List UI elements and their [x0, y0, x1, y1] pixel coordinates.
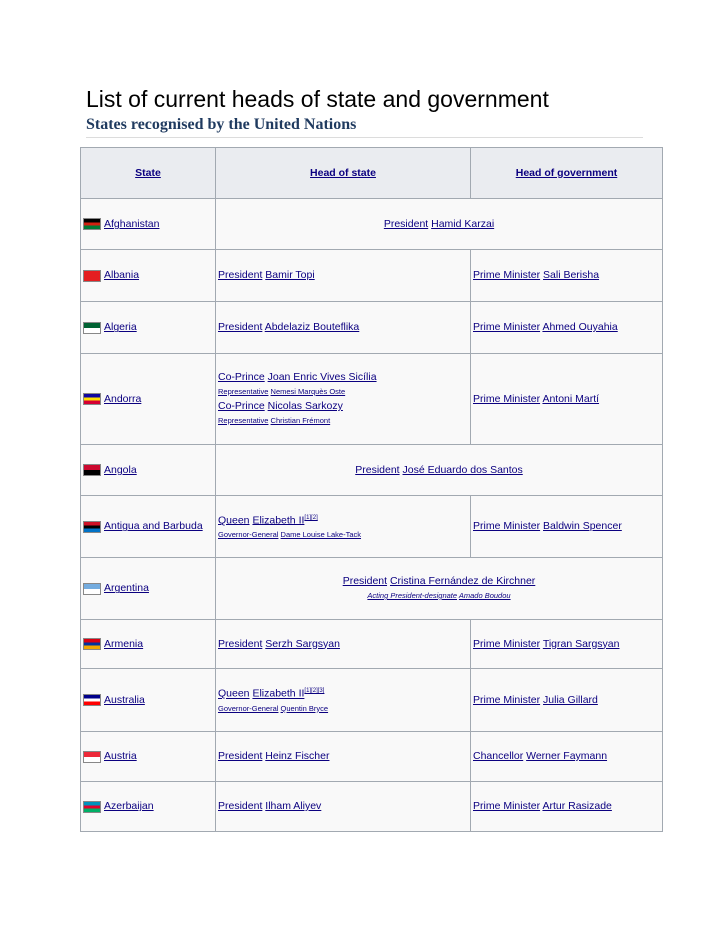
office-holder [473, 392, 660, 407]
state-link[interactable]: Azerbaijan [104, 800, 154, 813]
office-title-link[interactable]: Governor-General [218, 530, 279, 540]
office-holder [473, 519, 660, 534]
head-of-state-cell [216, 732, 471, 782]
flag-icon [83, 751, 101, 763]
person-name-link[interactable]: Tigran Sargsyan [542, 637, 620, 650]
head-of-state-and-government-cell [216, 445, 663, 496]
heads-of-state-table [80, 147, 663, 832]
head-of-government-cell [471, 354, 663, 445]
flag-icon [83, 393, 101, 405]
office-holder [218, 749, 468, 764]
office-title-link[interactable]: Prime Minister [473, 693, 541, 706]
office-title-link[interactable]: Representative [218, 416, 269, 425]
table-header-row [81, 148, 663, 199]
person-name-link[interactable]: Baldwin Spencer [543, 520, 622, 532]
state-cell [81, 620, 216, 669]
office-title-link[interactable]: Prime Minister [473, 269, 541, 281]
state-cell [81, 199, 216, 250]
head-of-state-cell [216, 354, 471, 445]
office-title-link[interactable]: President [355, 463, 400, 476]
office-holder [218, 589, 660, 603]
office-title-link[interactable]: President [218, 800, 263, 812]
state-link[interactable]: Austria [104, 750, 137, 763]
head-of-government-cell [471, 302, 663, 354]
state-cell [81, 558, 216, 620]
person-name-link[interactable]: Sali Berisha [543, 269, 600, 281]
person-name-link[interactable]: Cristina Fernández de Kirchner [389, 575, 536, 587]
head-of-government-cell [471, 782, 663, 832]
office-holder [218, 799, 468, 814]
office-title-link[interactable]: Prime Minister [473, 520, 541, 532]
office-title-link[interactable]: Co-Prince [218, 371, 265, 383]
section-heading: States recognised by the United Nations [86, 116, 357, 133]
citation-link[interactable]: [1][2] [304, 514, 318, 521]
flag-icon [83, 521, 101, 533]
table-body [81, 199, 663, 832]
state-cell [81, 250, 216, 302]
head-of-government-cell [471, 732, 663, 782]
flag-icon [83, 218, 101, 230]
column-header-state[interactable]: State [81, 148, 216, 199]
office-holder [218, 385, 468, 399]
flag-icon [83, 801, 101, 813]
flag-icon [83, 322, 101, 334]
office-title-link[interactable]: Queen [218, 514, 250, 527]
state-cell [81, 669, 216, 732]
state-link[interactable]: Andorra [104, 392, 142, 405]
office-holder [218, 268, 468, 283]
office-title-link[interactable]: President [218, 269, 263, 281]
person-name-link[interactable]: Quentin Bryce [280, 703, 329, 713]
office-holder [473, 799, 660, 814]
head-of-government-cell [471, 250, 663, 302]
head-of-government-cell [471, 620, 663, 669]
table-row [81, 620, 663, 669]
office-title-link[interactable]: Representative [218, 387, 269, 396]
office-title-link[interactable]: President [383, 217, 429, 230]
office-title-link[interactable]: President [342, 575, 388, 587]
person-name-link[interactable]: Ilham Aliyev [265, 800, 322, 812]
person-name-link[interactable]: Bamir Topi [265, 269, 315, 281]
state-link[interactable]: Australia [104, 693, 145, 706]
office-title-link[interactable]: Prime Minister [473, 637, 541, 650]
person-name-link[interactable]: Serzh Sargsyan [265, 637, 340, 650]
office-title-link[interactable]: President [218, 750, 263, 762]
head-of-state-cell [216, 669, 471, 732]
office-title-link[interactable]: Acting President-designate [367, 591, 458, 600]
flag-icon [83, 464, 101, 476]
office-holder [473, 693, 660, 708]
office-holder [473, 320, 660, 335]
office-holder [218, 528, 468, 542]
person-name-link[interactable]: Nemesi Marquès Oste [270, 387, 346, 396]
person-name-link[interactable]: Hamid Karzai [431, 217, 495, 230]
head-of-state-cell [216, 620, 471, 669]
office-holder [218, 511, 468, 529]
office-holder [218, 320, 468, 335]
person-name-link[interactable]: Artur Rasizade [542, 800, 612, 812]
table-row [81, 302, 663, 354]
person-name-link[interactable]: Abdelaziz Bouteflika [264, 321, 360, 333]
head-of-state-and-government-cell [216, 558, 663, 620]
office-holder [218, 414, 468, 428]
table-row [81, 250, 663, 302]
office-title-link[interactable]: Prime Minister [473, 800, 541, 812]
column-header-head-of-government[interactable]: Head of government [471, 148, 663, 199]
person-name-link[interactable]: Joan Enric Vives Sicília [267, 371, 377, 383]
head-of-state-cell [216, 250, 471, 302]
citation-link[interactable]: [1][2][3] [304, 688, 325, 695]
state-link[interactable]: Argentina [104, 582, 149, 595]
flag-icon [83, 270, 101, 282]
office-holder [218, 463, 660, 478]
office-holder [218, 399, 468, 414]
column-header-head-of-state[interactable]: Head of state [216, 148, 471, 199]
flag-icon [83, 694, 101, 706]
table-row [81, 445, 663, 496]
office-title-link[interactable]: President [218, 637, 263, 650]
office-holder [473, 749, 660, 764]
state-cell [81, 302, 216, 354]
person-name-link[interactable]: José Eduardo dos Santos [402, 463, 523, 476]
table-row [81, 669, 663, 732]
head-of-state-cell [216, 782, 471, 832]
person-name-link[interactable]: Heinz Fischer [265, 750, 330, 762]
table-row [81, 199, 663, 250]
person-name-link[interactable]: Werner Faymann [526, 750, 608, 762]
person-name-link[interactable]: Christian Frémont [270, 416, 331, 425]
office-holder [218, 370, 468, 385]
state-link[interactable]: Antigua and Barbuda [104, 520, 203, 533]
office-title-link[interactable]: Prime Minister [473, 321, 541, 333]
head-of-state-and-government-cell [216, 199, 663, 250]
person-name-link[interactable]: Elizabeth II [252, 687, 305, 700]
office-holder [218, 217, 660, 232]
office-holder [218, 637, 468, 652]
state-cell [81, 496, 216, 558]
person-name-link[interactable]: Antoni Martí [542, 392, 600, 405]
flag-icon [83, 638, 101, 650]
state-link[interactable]: Albania [104, 269, 140, 282]
person-name-link[interactable]: Nicolas Sarkozy [267, 400, 343, 412]
person-name-link[interactable]: Dame Louise Lake-Tack [280, 530, 362, 540]
head-of-state-cell [216, 302, 471, 354]
state-link[interactable]: Algeria [104, 321, 137, 334]
heading-divider [86, 137, 643, 138]
office-title-link[interactable]: Co-Prince [218, 400, 265, 412]
person-name-link[interactable]: Amado Boudou [458, 591, 511, 600]
state-cell [81, 732, 216, 782]
office-holder [218, 702, 468, 716]
office-title-link[interactable]: Queen [218, 687, 250, 700]
page-title: List of current heads of state and government [86, 86, 549, 112]
state-cell [81, 354, 216, 445]
table-row [81, 782, 663, 832]
office-title-link[interactable]: Chancellor [473, 750, 524, 762]
table-row [81, 354, 663, 445]
office-title-link[interactable]: Prime Minister [473, 392, 541, 405]
office-holder [473, 637, 660, 652]
table-row [81, 496, 663, 558]
person-name-link[interactable]: Ahmed Ouyahia [542, 321, 618, 333]
office-holder [473, 268, 660, 283]
office-holder [218, 684, 468, 702]
table-row [81, 558, 663, 620]
state-link[interactable]: Afghanistan [104, 217, 160, 230]
state-link[interactable]: Angola [104, 463, 137, 476]
state-cell [81, 445, 216, 496]
office-title-link[interactable]: Governor-General [218, 703, 279, 713]
head-of-government-cell [471, 669, 663, 732]
person-name-link[interactable]: Julia Gillard [543, 693, 598, 706]
office-title-link[interactable]: President [218, 321, 263, 333]
office-holder [218, 574, 660, 589]
person-name-link[interactable]: Elizabeth II [252, 514, 305, 527]
table-row [81, 732, 663, 782]
state-link[interactable]: Armenia [104, 637, 144, 650]
flag-icon [83, 583, 101, 595]
head-of-government-cell [471, 496, 663, 558]
head-of-state-cell [216, 496, 471, 558]
state-cell [81, 782, 216, 832]
